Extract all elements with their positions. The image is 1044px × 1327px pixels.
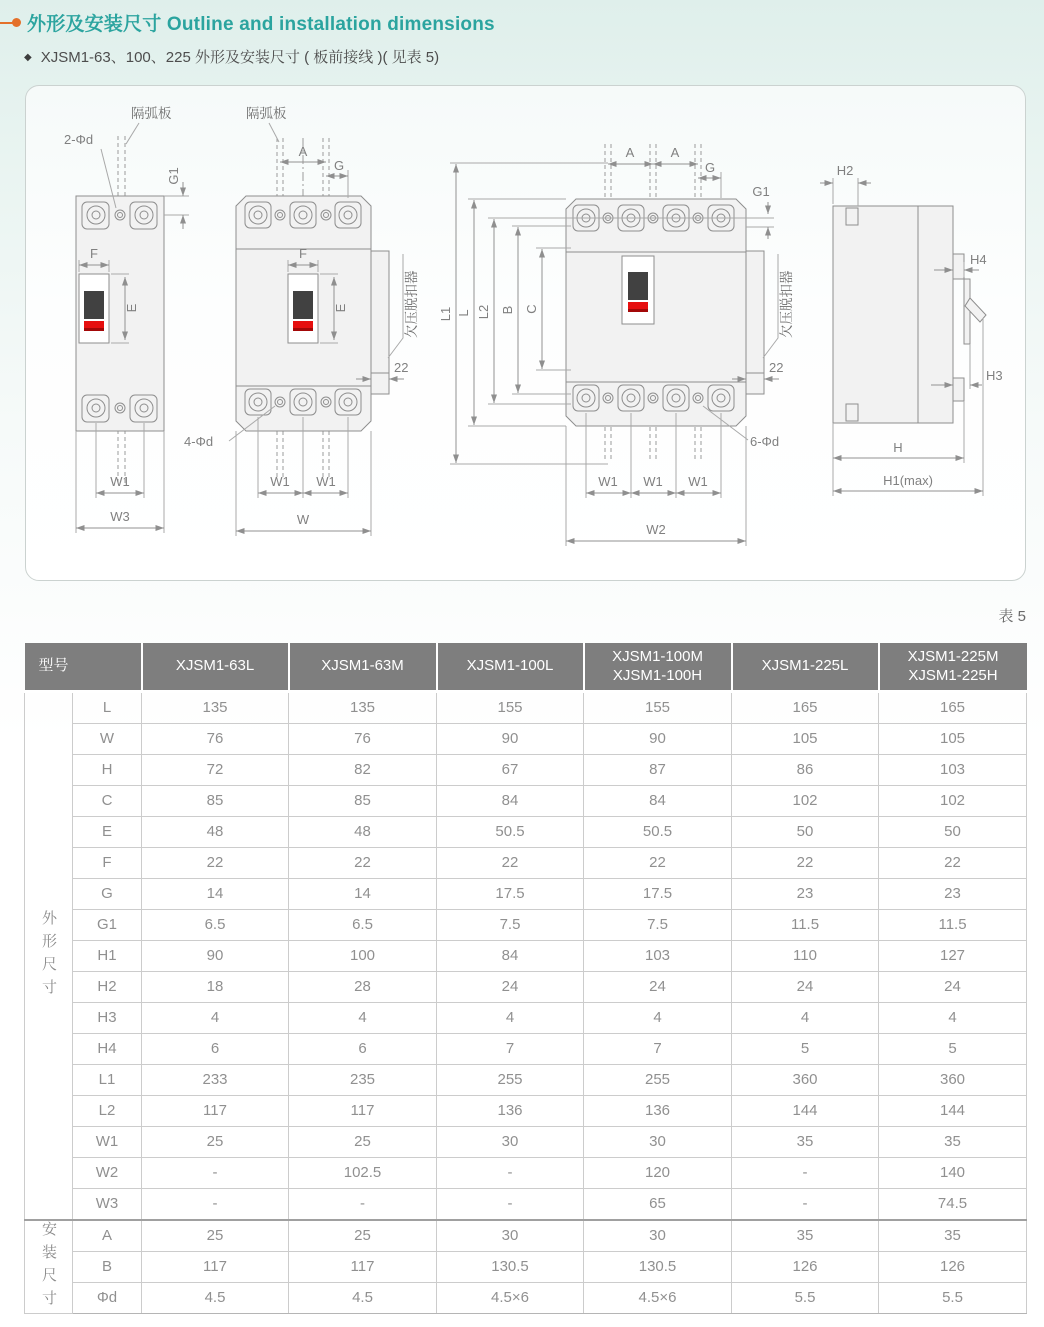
- value-cell: 100: [289, 941, 437, 972]
- value-cell: 102: [732, 786, 879, 817]
- value-cell: -: [437, 1189, 584, 1221]
- table-row: [25, 786, 1027, 817]
- value-cell: 72: [142, 755, 289, 786]
- column-header: [437, 643, 584, 692]
- row-group-label: 安装尺寸: [40, 1221, 57, 1313]
- value-cell: 24: [732, 972, 879, 1003]
- value-cell: 25: [142, 1220, 289, 1252]
- arc-barrier-label: 隔弧板: [246, 106, 287, 121]
- value-cell: 11.5: [732, 910, 879, 941]
- value-cell: 22: [289, 848, 437, 879]
- column-header-line: XJSM1-225L: [761, 657, 849, 675]
- value-cell: 6: [289, 1034, 437, 1065]
- dimension-label-cell: Φd: [73, 1283, 142, 1314]
- hole-count-label: 2-Φd: [64, 132, 94, 147]
- dim-A: A: [625, 145, 635, 160]
- value-cell: 84: [437, 786, 584, 817]
- dim-G: G: [333, 158, 345, 173]
- dimension-label-cell: G: [73, 879, 142, 910]
- figure-subtitle-text: XJSM1-63、100、225 外形及安装尺寸 ( 板前接线 )( 见表 5): [40, 49, 440, 66]
- value-cell: 102.5: [289, 1158, 437, 1189]
- value-cell: 85: [142, 786, 289, 817]
- value-cell: 103: [584, 941, 732, 972]
- table-row: [25, 1003, 1027, 1034]
- value-cell: 22: [584, 848, 732, 879]
- value-cell: 155: [437, 692, 584, 724]
- row-group-label: 外形尺寸: [40, 910, 57, 1002]
- table-row: [25, 692, 1027, 724]
- value-cell: 65: [584, 1189, 732, 1221]
- value-cell: 127: [879, 941, 1027, 972]
- value-cell: 90: [437, 724, 584, 755]
- value-cell: 105: [879, 724, 1027, 755]
- value-cell: 7: [437, 1034, 584, 1065]
- switch-toggle: [622, 256, 654, 324]
- table-header-row: [25, 643, 1027, 692]
- value-cell: 144: [732, 1096, 879, 1127]
- value-cell: 255: [437, 1065, 584, 1096]
- column-header-line: XJSM1-100L: [466, 657, 554, 675]
- value-cell: 11.5: [879, 910, 1027, 941]
- dim-E: E: [333, 303, 348, 313]
- value-cell: 25: [289, 1127, 437, 1158]
- value-cell: 4: [289, 1003, 437, 1034]
- value-cell: 87: [584, 755, 732, 786]
- dim-F: F: [90, 246, 98, 261]
- undervoltage-release-label: 欠压脱扣器: [404, 270, 419, 338]
- dim-G1: G1: [166, 167, 181, 185]
- value-cell: 23: [732, 879, 879, 910]
- value-cell: 126: [732, 1252, 879, 1283]
- diagram-2pole-front: [64, 105, 189, 533]
- value-cell: 48: [289, 817, 437, 848]
- page-title: 外形及安装尺寸 Outline and installation dimensions: [27, 14, 495, 35]
- value-cell: 24: [879, 972, 1027, 1003]
- value-cell: 4.5: [142, 1283, 289, 1314]
- value-cell: 28: [289, 972, 437, 1003]
- value-cell: -: [732, 1189, 879, 1221]
- value-cell: 4: [879, 1003, 1027, 1034]
- diamond-bullet-icon: ◆: [24, 52, 32, 63]
- value-cell: 135: [289, 692, 437, 724]
- value-cell: 50.5: [437, 817, 584, 848]
- value-cell: 136: [437, 1096, 584, 1127]
- table-row: [25, 1252, 1027, 1283]
- value-cell: 74.5: [879, 1189, 1027, 1221]
- dimension-label-cell: H3: [73, 1003, 142, 1034]
- dim-W1: W1: [643, 474, 663, 489]
- column-header: [289, 643, 437, 692]
- value-cell: 14: [142, 879, 289, 910]
- value-cell: -: [437, 1158, 584, 1189]
- value-cell: 360: [879, 1065, 1027, 1096]
- dim-H2: H2: [836, 163, 854, 178]
- column-header-line: XJSM1-63L: [175, 657, 255, 675]
- value-cell: 35: [732, 1220, 879, 1252]
- table-row: [25, 972, 1027, 1003]
- value-cell: -: [732, 1158, 879, 1189]
- value-cell: 4: [584, 1003, 732, 1034]
- dimension-label-cell: L2: [73, 1096, 142, 1127]
- dim-H1max: H1(max): [883, 473, 933, 488]
- value-cell: 155: [584, 692, 732, 724]
- diagram-4pole-front: [438, 144, 794, 546]
- table-row: [25, 1220, 1027, 1252]
- dimension-label-cell: W: [73, 724, 142, 755]
- table-caption: 表 5: [998, 608, 1026, 625]
- value-cell: 103: [879, 755, 1027, 786]
- value-cell: 17.5: [437, 879, 584, 910]
- value-cell: 117: [289, 1096, 437, 1127]
- dimension-label-cell: H: [73, 755, 142, 786]
- value-cell: 7: [584, 1034, 732, 1065]
- value-cell: 136: [584, 1096, 732, 1127]
- value-cell: 165: [732, 692, 879, 724]
- value-cell: 117: [142, 1252, 289, 1283]
- table-row: [25, 1096, 1027, 1127]
- value-cell: 90: [142, 941, 289, 972]
- dim-W3: W3: [110, 509, 130, 524]
- value-cell: 165: [879, 692, 1027, 724]
- value-cell: -: [289, 1189, 437, 1221]
- breaker-side-body: [833, 206, 953, 423]
- dimension-label-cell: H4: [73, 1034, 142, 1065]
- column-header-line: XJSM1-63M: [321, 657, 404, 675]
- value-cell: 105: [732, 724, 879, 755]
- value-cell: 17.5: [584, 879, 732, 910]
- dim-B: B: [500, 305, 515, 315]
- value-cell: 4.5×6: [437, 1283, 584, 1314]
- dimension-label-cell: E: [73, 817, 142, 848]
- switch-toggle: [288, 274, 318, 343]
- table-row: [25, 1158, 1027, 1189]
- dim-22: 22: [769, 360, 784, 375]
- front-step: [953, 378, 964, 401]
- dim-H3: H3: [986, 368, 1003, 383]
- value-cell: 30: [437, 1127, 584, 1158]
- value-cell: 22: [879, 848, 1027, 879]
- value-cell: 144: [879, 1096, 1027, 1127]
- section-header: [0, 9, 495, 36]
- table-row: [25, 848, 1027, 879]
- value-cell: 7.5: [437, 910, 584, 941]
- value-cell: 14: [289, 879, 437, 910]
- value-cell: 25: [142, 1127, 289, 1158]
- column-header-line: XJSM1-100M: [612, 647, 703, 665]
- value-cell: 6.5: [142, 910, 289, 941]
- dimension-label-cell: A: [73, 1220, 142, 1252]
- value-cell: 35: [732, 1127, 879, 1158]
- value-cell: 22: [732, 848, 879, 879]
- outline-drawings: [26, 86, 1025, 580]
- dimension-label-cell: H2: [73, 972, 142, 1003]
- dim-H: H: [893, 440, 903, 455]
- value-cell: 117: [289, 1252, 437, 1283]
- value-cell: -: [142, 1189, 289, 1221]
- dim-L2: L2: [476, 304, 491, 320]
- value-cell: 24: [437, 972, 584, 1003]
- diagram-side-view: [820, 163, 1003, 496]
- value-cell: 5: [732, 1034, 879, 1065]
- value-cell: 24: [584, 972, 732, 1003]
- column-header-line: XJSM1-100H: [612, 666, 703, 684]
- mounting-tab: [846, 404, 858, 421]
- value-cell: 5.5: [732, 1283, 879, 1314]
- value-cell: 85: [289, 786, 437, 817]
- dimension-label-cell: B: [73, 1252, 142, 1283]
- value-cell: 76: [289, 724, 437, 755]
- column-header: [732, 643, 879, 692]
- section-bullet-icon: [0, 18, 21, 27]
- table-row: [25, 910, 1027, 941]
- value-cell: 67: [437, 755, 584, 786]
- hole-count-label: 6-Φd: [750, 434, 780, 449]
- value-cell: 6.5: [289, 910, 437, 941]
- dim-L: L: [456, 309, 471, 317]
- value-cell: 48: [142, 817, 289, 848]
- value-cell: 18: [142, 972, 289, 1003]
- value-cell: 4.5×6: [584, 1283, 732, 1314]
- dim-A: A: [670, 145, 680, 160]
- value-cell: 6: [142, 1034, 289, 1065]
- value-cell: 4: [732, 1003, 879, 1034]
- value-cell: 84: [584, 786, 732, 817]
- value-cell: 110: [732, 941, 879, 972]
- value-cell: 233: [142, 1065, 289, 1096]
- dimension-label-cell: L1: [73, 1065, 142, 1096]
- dim-22: 22: [394, 360, 409, 375]
- row-group-cell: [25, 692, 73, 1221]
- value-cell: 140: [879, 1158, 1027, 1189]
- value-cell: 120: [584, 1158, 732, 1189]
- value-cell: 30: [584, 1220, 732, 1252]
- column-header: [879, 643, 1027, 692]
- value-cell: 102: [879, 786, 1027, 817]
- value-cell: 22: [437, 848, 584, 879]
- dimension-label-cell: H1: [73, 941, 142, 972]
- table-row: [25, 755, 1027, 786]
- dim-W1: W1: [688, 474, 708, 489]
- column-header: [142, 643, 289, 692]
- dim-C: C: [524, 304, 539, 314]
- value-cell: 22: [142, 848, 289, 879]
- dimension-label-cell: W2: [73, 1158, 142, 1189]
- escutcheon-plate: [964, 279, 970, 344]
- value-cell: 135: [142, 692, 289, 724]
- mounting-tab: [846, 208, 858, 225]
- value-cell: 235: [289, 1065, 437, 1096]
- dimension-label-cell: L: [73, 692, 142, 724]
- value-cell: 76: [142, 724, 289, 755]
- column-header: [584, 643, 732, 692]
- value-cell: 4: [142, 1003, 289, 1034]
- value-cell: 82: [289, 755, 437, 786]
- value-cell: 35: [879, 1220, 1027, 1252]
- dimension-label-cell: W1: [73, 1127, 142, 1158]
- value-cell: 23: [879, 879, 1027, 910]
- dim-E: E: [124, 303, 139, 313]
- value-cell: -: [142, 1158, 289, 1189]
- figure-panel: [25, 85, 1026, 581]
- value-cell: 50: [879, 817, 1027, 848]
- dim-W: W: [296, 512, 310, 527]
- value-cell: 50: [732, 817, 879, 848]
- dim-W2: W2: [646, 522, 666, 537]
- table-row: [25, 1189, 1027, 1221]
- table-row: [25, 879, 1027, 910]
- dim-G: G: [704, 160, 716, 175]
- column-header-line: XJSM1-225H: [908, 666, 998, 684]
- dim-F: F: [299, 246, 307, 261]
- value-cell: 84: [437, 941, 584, 972]
- switch-toggle: [79, 274, 109, 343]
- dim-H4: H4: [970, 252, 987, 267]
- table-row: [25, 941, 1027, 972]
- dimension-label-cell: F: [73, 848, 142, 879]
- value-cell: 30: [584, 1127, 732, 1158]
- dimensions-table: [24, 643, 1027, 1314]
- table-row: [25, 817, 1027, 848]
- value-cell: 360: [732, 1065, 879, 1096]
- value-cell: 35: [879, 1127, 1027, 1158]
- row-group-cell: [25, 1220, 73, 1314]
- column-header-line: XJSM1-225M: [907, 647, 999, 665]
- dim-A: A: [298, 144, 308, 159]
- value-cell: 86: [732, 755, 879, 786]
- arc-barrier-label: 隔弧板: [131, 106, 172, 121]
- table-row: [25, 1034, 1027, 1065]
- value-cell: 25: [289, 1220, 437, 1252]
- value-cell: 7.5: [584, 910, 732, 941]
- value-cell: 4: [437, 1003, 584, 1034]
- value-cell: 5: [879, 1034, 1027, 1065]
- dimension-label-cell: G1: [73, 910, 142, 941]
- table-row: [25, 1065, 1027, 1096]
- dim-W1: W1: [110, 474, 130, 489]
- table-row: [25, 724, 1027, 755]
- dimension-label-cell: C: [73, 786, 142, 817]
- hole-count-label: 4-Φd: [184, 434, 214, 449]
- value-cell: 4.5: [289, 1283, 437, 1314]
- diagram-3pole-front: [184, 105, 419, 536]
- value-cell: 130.5: [437, 1252, 584, 1283]
- dim-W1: W1: [316, 474, 336, 489]
- dim-G1: G1: [752, 184, 770, 199]
- value-cell: 50.5: [584, 817, 732, 848]
- value-cell: 255: [584, 1065, 732, 1096]
- table-row: [25, 1283, 1027, 1314]
- value-cell: 30: [437, 1220, 584, 1252]
- value-cell: 117: [142, 1096, 289, 1127]
- value-cell: 126: [879, 1252, 1027, 1283]
- dim-L1: L1: [438, 306, 453, 322]
- dimension-label-cell: W3: [73, 1189, 142, 1221]
- figure-subtitle: [24, 46, 439, 67]
- front-step: [953, 254, 964, 279]
- value-cell: 90: [584, 724, 732, 755]
- dim-W1: W1: [598, 474, 618, 489]
- table-row: [25, 1127, 1027, 1158]
- table-corner-model-header: 型号: [25, 643, 142, 692]
- undervoltage-release-label: 欠压脱扣器: [779, 270, 794, 338]
- value-cell: 5.5: [879, 1283, 1027, 1314]
- value-cell: 130.5: [584, 1252, 732, 1283]
- dim-W1: W1: [270, 474, 290, 489]
